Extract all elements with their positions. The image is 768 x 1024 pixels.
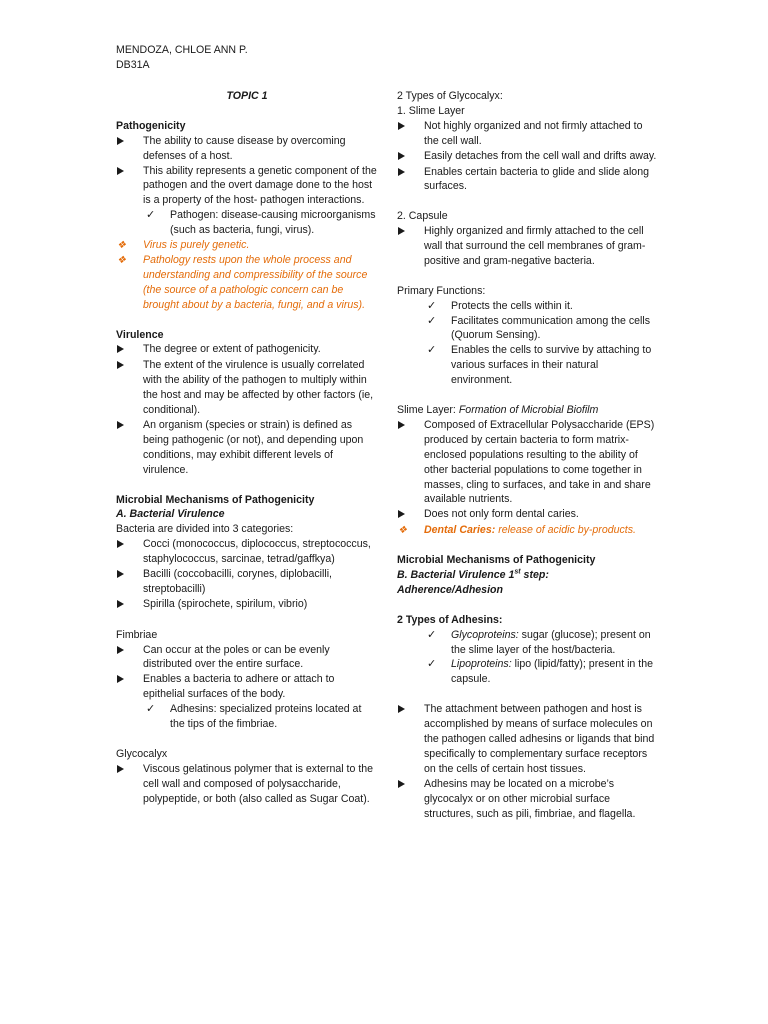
- arrow-bullet-icon: [117, 765, 124, 773]
- checkmark-icon: ✓: [427, 658, 437, 671]
- adhesins-heading: 2 Types of Adhesins:: [397, 613, 503, 626]
- checkmark-icon: ✓: [427, 628, 437, 641]
- list-item: ✓ Facilitates communication among the cells (Quorum Sensing).: [427, 314, 651, 342]
- checkmark-icon: ✓: [427, 299, 437, 312]
- arrow-bullet-icon: [117, 570, 124, 578]
- list-item: This ability represents a genetic component of the pathogen and the overt damage done to the host is a property of the host- pathogen interactions.: [116, 164, 378, 209]
- list-item: Adhesins may be located on a microbe’s glycocalyx or on other microbial surface structures, such as pili, fimbriae, and flagella.: [397, 777, 659, 822]
- categories-intro: Bacteria are divided into 3 categories:: [116, 523, 294, 536]
- checkmark-icon: ✓: [427, 314, 437, 327]
- arrow-bullet-icon: [398, 152, 405, 160]
- arrow-bullet-icon: [398, 168, 405, 176]
- diamond-bullet-icon: ❖: [117, 255, 126, 267]
- topic-title: TOPIC 1: [226, 90, 268, 102]
- list-item: Enables certain bacteria to glide and slide along surfaces.: [397, 165, 659, 195]
- fimbriae-heading: Fimbriae: [116, 628, 158, 641]
- slime-layer-title: 1. Slime Layer: [397, 104, 465, 117]
- right-column: [397, 89, 659, 821]
- document-header: [116, 43, 248, 73]
- list-item: Easily detaches from the cell wall and drifts away.: [397, 149, 659, 165]
- arrow-bullet-icon: [117, 361, 124, 369]
- slime-layer-biofilm-heading: Slime Layer: Formation of Microbial Biofilm: [397, 403, 599, 416]
- list-item: Not highly organized and not firmly attached to the cell wall.: [397, 119, 659, 149]
- adherence-subheading: Adherence/Adhesion: [397, 583, 503, 596]
- capsule-title: 2. Capsule: [397, 210, 448, 223]
- arrow-bullet-icon: [398, 510, 405, 518]
- primary-functions-heading: Primary Functions:: [397, 284, 486, 297]
- list-item: Composed of Extracellular Polysaccharide (EPS) produced by certain bacteria to form matrix-enclosed populations resulting to the ability of other bacterial populations to come together in masses, cling to surfaces, and take in and share available nutrients.: [397, 418, 659, 507]
- arrow-bullet-icon: [398, 780, 405, 788]
- list-item: Enables a bacteria to adhere or attach to epithelial surfaces of the body.: [116, 672, 378, 702]
- list-item: Viscous gelatinous polymer that is external to the cell wall and composed of polysaccharide, polypeptide, or both (also called as Sugar Coat).: [116, 762, 378, 807]
- list-item: ✓ Pathogen: disease-causing microorganisms (such as bacteria, fungi, virus).: [146, 209, 376, 237]
- list-item: ✓ Protects the cells within it.: [427, 299, 573, 312]
- checkmark-icon: ✓: [427, 344, 437, 357]
- arrow-bullet-icon: [117, 167, 124, 175]
- mechanisms-b-heading: Microbial Mechanisms of Pathogenicity: [397, 554, 596, 567]
- student-name: MENDOZA, CHLOE ANN P.: [116, 44, 248, 56]
- note-item: ❖ Pathology rests upon the whole process and understanding and compressibility of the source (the source of a pathologic concern can be brought about by a bacteria, fungi, and a virus).: [117, 254, 368, 311]
- checkmark-icon: ✓: [146, 209, 156, 222]
- list-item: ✓ Lipoproteins: lipo (lipid/fatty); present in the capsule.: [427, 658, 653, 686]
- list-item: Highly organized and firmly attached to the cell wall that surround the cell membranes of gram-positive and gram-negative bacteria.: [397, 224, 659, 269]
- arrow-bullet-icon: [117, 646, 124, 654]
- diamond-bullet-icon: ❖: [117, 240, 126, 252]
- arrow-bullet-icon: [398, 227, 405, 235]
- list-item: Can occur at the poles or can be evenly distributed over the entire surface.: [116, 643, 378, 673]
- diamond-bullet-icon: ❖: [398, 525, 407, 537]
- glycocalyx-heading: Glycocalyx: [116, 747, 168, 760]
- arrow-bullet-icon: [117, 540, 124, 548]
- list-item: The ability to cause disease by overcoming defenses of a host.: [116, 134, 378, 164]
- arrow-bullet-icon: [398, 705, 405, 713]
- checkmark-icon: ✓: [146, 703, 156, 716]
- arrow-bullet-icon: [117, 675, 124, 683]
- note-item: ❖ Dental Caries: release of acidic by-products.: [398, 524, 636, 537]
- list-item: The attachment between pathogen and host is accomplished by means of surface molecules on the pathogen called adhesins or ligands that bind specifically to complementary surface receptors on the cells of certain host tissues.: [397, 702, 659, 777]
- mechanisms-subheading: A. Bacterial Virulence: [116, 508, 225, 521]
- pathogenicity-heading: Pathogenicity: [116, 119, 186, 132]
- list-item: Bacilli (coccobacilli, corynes, diplobacilli, streptobacilli): [116, 567, 378, 597]
- list-item: The extent of the virulence is usually correlated with the ability of the pathogen to multiply within the host and may be affected by other factors (ie, conditional).: [116, 358, 378, 418]
- list-item: ✓ Enables the cells to survive by attaching to various surfaces in their natural environment.: [427, 344, 652, 387]
- list-item: Spirilla (spirochete, spirilum, vibrio): [116, 597, 378, 613]
- arrow-bullet-icon: [117, 421, 124, 429]
- left-column: [116, 89, 378, 807]
- arrow-bullet-icon: [398, 421, 405, 429]
- arrow-bullet-icon: [398, 122, 405, 130]
- list-item: ✓ Glycoproteins: sugar (glucose); present on the slime layer of the host/bacteria.: [427, 628, 651, 656]
- mechanisms-b-subheading: B. Bacterial Virulence 1st step:: [397, 568, 549, 582]
- arrow-bullet-icon: [117, 345, 124, 353]
- virulence-heading: Virulence: [116, 328, 164, 341]
- note-item: ❖ Virus is purely genetic.: [117, 239, 250, 252]
- glycocalyx-types-heading: 2 Types of Glycocalyx:: [397, 90, 503, 102]
- arrow-bullet-icon: [117, 600, 124, 608]
- list-item: The degree or extent of pathogenicity.: [116, 342, 378, 358]
- section-code: DB31A: [116, 59, 150, 71]
- list-item: Cocci (monococcus, diplococcus, streptococcus, staphylococcus, sarcinae, tetrad/gaffkya): [116, 537, 378, 567]
- list-item: Does not only form dental caries.: [397, 507, 659, 523]
- mechanisms-heading: Microbial Mechanisms of Pathogenicity: [116, 493, 315, 506]
- arrow-bullet-icon: [117, 137, 124, 145]
- list-item: ✓ Adhesins: specialized proteins located at the tips of the fimbriae.: [146, 703, 362, 731]
- list-item: An organism (species or strain) is defined as being pathogenic (or not), and depending upon conditions, may exhibit different levels of virulence.: [116, 418, 378, 478]
